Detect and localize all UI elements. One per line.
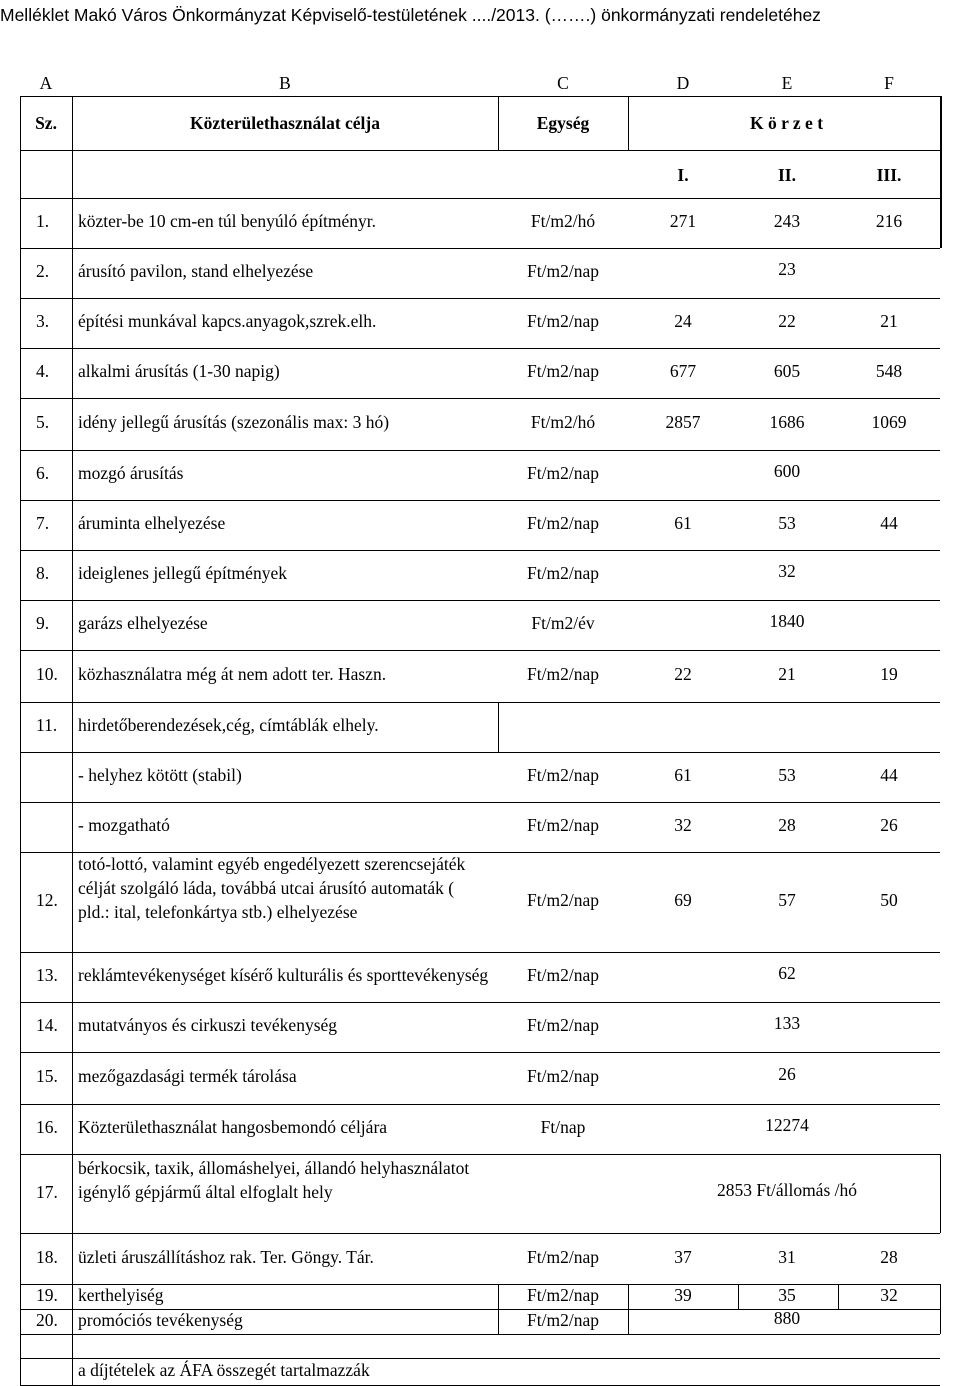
row-number: 1. bbox=[36, 211, 50, 231]
header-zone-1: I. bbox=[677, 165, 689, 185]
row-purpose: garázs elhelyezése bbox=[78, 613, 208, 633]
row-value-zone-2: 243 bbox=[773, 211, 801, 231]
row-value-zone-2: 28 bbox=[778, 815, 796, 835]
column-letter-a: A bbox=[39, 73, 53, 93]
row-purpose: építési munkával kapcs.anyagok,szrek.elh. bbox=[78, 311, 377, 331]
row-value-zone-1: 39 bbox=[674, 1285, 692, 1305]
table-gridline bbox=[20, 1104, 940, 1105]
row-value-zone-1: 61 bbox=[674, 513, 692, 533]
row-unit: Ft/m2/nap bbox=[527, 1066, 599, 1086]
column-letter-e: E bbox=[781, 73, 793, 93]
document-title: Melléklet Makó Város Önkormányzat Képviselő-testületének ..../2013. (…….) önkormányzati rendeletéhez bbox=[0, 5, 821, 25]
row-value-merged: 133 bbox=[773, 1013, 801, 1033]
row-value-zone-3: 32 bbox=[880, 1285, 898, 1305]
row-value-zone-1: 69 bbox=[674, 890, 692, 910]
table-gridline bbox=[20, 952, 940, 953]
row-value-merged: 1840 bbox=[769, 611, 805, 631]
table-gridline bbox=[20, 802, 940, 803]
row-unit: Ft/m2/nap bbox=[527, 311, 599, 331]
row-value-zone-2: 31 bbox=[778, 1247, 796, 1267]
column-letter-b: B bbox=[279, 73, 291, 93]
row-number: 9. bbox=[36, 613, 50, 633]
row-value-zone-3: 21 bbox=[880, 311, 898, 331]
row-value-zone-2: 22 bbox=[778, 311, 796, 331]
table-gridline bbox=[20, 1002, 940, 1003]
row-purpose: mutatványos és cirkuszi tevékenység bbox=[78, 1015, 338, 1035]
header-zone: K ö r z e t bbox=[749, 113, 824, 133]
row-unit: Ft/m2/nap bbox=[527, 563, 599, 583]
row-value-zone-2: 53 bbox=[778, 765, 796, 785]
row-number: 11. bbox=[36, 715, 58, 735]
row-value-zone-2: 35 bbox=[778, 1285, 796, 1305]
table-gridline bbox=[20, 150, 940, 151]
row-value-zone-1: 677 bbox=[669, 361, 697, 381]
row-purpose: mozgó árusítás bbox=[78, 463, 184, 483]
row-purpose: reklámtevékenységet kísérő kulturális és sporttevékenység bbox=[78, 965, 489, 985]
table-gridline bbox=[20, 198, 940, 199]
row-purpose: árusító pavilon, stand elhelyezése bbox=[78, 261, 314, 281]
row-purpose: - helyhez kötött (stabil) bbox=[78, 765, 242, 785]
row-purpose: Közterülethasználat hangosbemondó céljára bbox=[78, 1117, 388, 1137]
row-purpose: kerthelyiség bbox=[78, 1285, 164, 1305]
row-value-zone-1: 61 bbox=[674, 765, 692, 785]
table-gridline bbox=[20, 600, 940, 601]
table-gridline bbox=[20, 1334, 940, 1335]
row-value-merged: 880 bbox=[773, 1308, 801, 1328]
row-value-zone-2: 21 bbox=[778, 664, 796, 684]
row-unit: Ft/m2/nap bbox=[527, 815, 599, 835]
row-unit: Ft/m2/nap bbox=[527, 890, 599, 910]
header-number: Sz. bbox=[35, 113, 57, 133]
row-purpose: totó-lottó, valamint egyéb engedélyezett szerencsejáték célját szolgáló láda, továbbá utcai árusító automaták ( pld.: ital, telefonkártya stb.) elhelyezése bbox=[78, 854, 466, 922]
table-gridline bbox=[20, 500, 940, 501]
row-purpose: mezőgazdasági termék tárolása bbox=[78, 1066, 297, 1086]
row-value-zone-3: 44 bbox=[880, 513, 898, 533]
table-gridline bbox=[20, 398, 940, 399]
row-unit: Ft/m2/nap bbox=[527, 1247, 599, 1267]
row-number: 16. bbox=[36, 1117, 58, 1137]
row-unit: Ft/m2/nap bbox=[527, 513, 599, 533]
row-purpose: - mozgatható bbox=[78, 815, 170, 835]
table-gridline bbox=[20, 702, 940, 703]
row-unit: Ft/m2/nap bbox=[527, 664, 599, 684]
row-value-zone-3: 216 bbox=[875, 211, 903, 231]
header-purpose: Közterülethasználat célja bbox=[189, 113, 380, 133]
row-number: 19. bbox=[36, 1285, 58, 1305]
footnote: a díjtételek az ÁFA összegét tartalmazzák bbox=[78, 1360, 370, 1380]
row-value-zone-3: 50 bbox=[880, 890, 898, 910]
row-unit: Ft/m2/nap bbox=[527, 1310, 599, 1330]
row-value-zone-1: 2857 bbox=[665, 412, 701, 432]
row-value-merged: 2853 Ft/állomás /hó bbox=[717, 1180, 857, 1200]
table-gridline bbox=[20, 650, 940, 651]
row-number: 15. bbox=[36, 1066, 58, 1086]
row-value-merged: 32 bbox=[778, 561, 796, 581]
row-purpose: üzleti áruszállításhoz rak. Ter. Göngy. Tár. bbox=[78, 1247, 374, 1267]
row-value-zone-3: 26 bbox=[880, 815, 898, 835]
row-unit: Ft/m2/hó bbox=[530, 412, 596, 432]
row-unit: Ft/m2/nap bbox=[527, 361, 599, 381]
row-number: 2. bbox=[36, 261, 50, 281]
row-value-zone-1: 37 bbox=[674, 1247, 692, 1267]
table-gridline bbox=[20, 1052, 940, 1053]
row-number: 5. bbox=[36, 412, 50, 432]
row-value-zone-2: 53 bbox=[778, 513, 796, 533]
row-unit: Ft/m2/nap bbox=[527, 1285, 599, 1305]
row-value-zone-1: 32 bbox=[674, 815, 692, 835]
table-gridline bbox=[20, 248, 940, 249]
row-number: 10. bbox=[36, 664, 58, 684]
row-value-zone-3: 44 bbox=[880, 765, 898, 785]
table-gridline bbox=[20, 96, 940, 97]
row-value-zone-3: 1069 bbox=[871, 412, 907, 432]
row-value-zone-1: 271 bbox=[669, 211, 697, 231]
row-unit: Ft/nap bbox=[540, 1117, 586, 1137]
row-unit: Ft/m2/nap bbox=[527, 261, 599, 281]
row-value-merged: 23 bbox=[778, 259, 796, 279]
header-zone-2: II. bbox=[778, 165, 796, 185]
column-letter-f: F bbox=[884, 73, 894, 93]
table-gridline bbox=[20, 348, 940, 349]
row-number: 12. bbox=[36, 890, 58, 910]
row-unit: Ft/m2/év bbox=[531, 613, 595, 633]
row-unit: Ft/m2/nap bbox=[527, 765, 599, 785]
row-value-zone-2: 57 bbox=[778, 890, 796, 910]
row-purpose: hirdetőberendezések,cég, címtáblák elhely. bbox=[78, 715, 379, 735]
table-gridline bbox=[20, 752, 940, 753]
row-purpose: bérkocsik, taxik, állomáshelyei, állandó helyhasználatot igénylő gépjármű által elfoglalt hely bbox=[78, 1158, 470, 1202]
header-zone-3: III. bbox=[876, 165, 902, 185]
row-value-zone-2: 605 bbox=[773, 361, 801, 381]
row-number: 20. bbox=[36, 1310, 58, 1330]
row-unit: Ft/m2/nap bbox=[527, 463, 599, 483]
table-gridline bbox=[20, 1154, 940, 1155]
row-number: 17. bbox=[36, 1182, 58, 1202]
table-gridline bbox=[738, 1284, 739, 1309]
row-purpose: közter-be 10 cm-en túl benyúló építményr. bbox=[78, 211, 377, 231]
row-unit: Ft/m2/hó bbox=[530, 211, 596, 231]
column-letter-c: C bbox=[557, 73, 569, 93]
row-purpose: áruminta elhelyezése bbox=[78, 513, 226, 533]
row-value-zone-1: 22 bbox=[674, 664, 692, 684]
row-number: 8. bbox=[36, 563, 50, 583]
row-number: 7. bbox=[36, 513, 50, 533]
row-number: 6. bbox=[36, 463, 50, 483]
row-value-merged: 62 bbox=[778, 963, 796, 983]
table-gridline bbox=[838, 1284, 839, 1309]
row-value-zone-3: 548 bbox=[875, 361, 903, 381]
row-number: 4. bbox=[36, 361, 50, 381]
row-purpose: promóciós tevékenység bbox=[78, 1310, 243, 1330]
table-gridline bbox=[20, 550, 940, 551]
row-number: 14. bbox=[36, 1015, 58, 1035]
row-value-zone-3: 19 bbox=[880, 664, 898, 684]
row-purpose: idény jellegű árusítás (szezonális max: 3 hó) bbox=[78, 412, 390, 432]
table-gridline bbox=[20, 298, 940, 299]
table-gridline bbox=[20, 450, 940, 451]
row-unit: Ft/m2/nap bbox=[527, 1015, 599, 1035]
row-purpose: alkalmi árusítás (1-30 napig) bbox=[78, 361, 280, 381]
row-value-zone-1: 24 bbox=[674, 311, 692, 331]
row-number: 18. bbox=[36, 1247, 58, 1267]
row-purpose: közhasználatra még át nem adott ter. Haszn. bbox=[78, 664, 387, 684]
row-unit: Ft/m2/nap bbox=[527, 965, 599, 985]
row-number: 3. bbox=[36, 311, 50, 331]
row-value-merged: 12274 bbox=[765, 1115, 809, 1135]
row-value-zone-3: 28 bbox=[880, 1247, 898, 1267]
row-value-merged: 26 bbox=[778, 1064, 796, 1084]
header-unit: Egység bbox=[536, 113, 590, 133]
row-value-merged: 600 bbox=[773, 461, 801, 481]
row-purpose: ideiglenes jellegű építmények bbox=[78, 563, 287, 583]
column-letter-d: D bbox=[676, 73, 690, 93]
row-value-zone-2: 1686 bbox=[769, 412, 805, 432]
table-gridline bbox=[20, 96, 21, 1386]
row-number: 13. bbox=[36, 965, 58, 985]
